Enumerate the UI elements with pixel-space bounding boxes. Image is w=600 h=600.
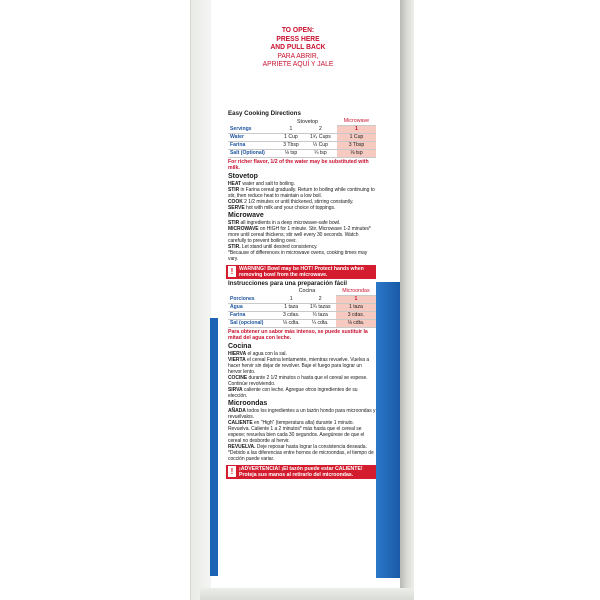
stovetop-heading: Stovetop (228, 172, 258, 180)
col-microwave: Microwave (337, 118, 376, 126)
spanish-title: Instrucciones para una preparación fácil (228, 279, 347, 287)
box-bottom-edge (200, 588, 414, 600)
spanish-cooking-table (228, 288, 376, 328)
english-title: Easy Cooking Directions (228, 110, 301, 117)
step: SIRVA caliente con leche. Agregue otros ingredientes de su elección. (228, 386, 358, 399)
table-row: Sal (opcional) ⅛ cdta. ¼ cdta. ⅛ cdta. (228, 320, 376, 328)
blue-stripe-right (376, 282, 400, 578)
english-cooking-table (228, 118, 376, 158)
col-stovetop: Stovetop (297, 118, 318, 125)
col-microondas: Microondas (336, 288, 376, 296)
step: CALIENTE en "High" (temperatura alta) durante 1 minuto. Revuelva. Caliente 1 a 2 minutos* más hasta que el cereal se espese; revuelva bien cada 30 segundos. Asegúrese de que el cereal no desborde al hervir. (228, 419, 365, 444)
step: HIERVA el agua con la sal. (228, 350, 287, 357)
english-warning: ! WARNING! Bowl may be HOT! Protect hands when removing bowl from the microwave. (226, 265, 376, 279)
table-row: Porciones 1 2 1 (228, 296, 376, 304)
exclamation-icon: ! (228, 466, 236, 477)
footnote: *Because of differences in microwave ovens, cooking times may vary. (228, 249, 368, 262)
exclamation-icon: ! (228, 266, 236, 277)
table-row: Agua 1 taza 1¾ tazas 1 taza (228, 304, 376, 312)
step: COCINE durante 2 1/2 minutos o hasta que el cereal se espese. Continúe revolviendo. (228, 374, 368, 387)
table-row: Water 1 Cup 1³⁄₄ Cups 1 Cup (228, 134, 376, 142)
footnote: *Debido a las diferencias entre hornos de microondas, el tiempo de cocción puede variar. (228, 449, 374, 462)
english-milk-note: For richer flavor, 1/2 of the water may be substituted with milk. (228, 159, 369, 172)
step: SERVE hot with milk and your choice of toppings. (228, 204, 336, 211)
table-row: Salt (Optional) ⅛ tsp ¼ tsp ⅛ tsp (228, 150, 376, 158)
spanish-milk-note: Para obtener un sabor más intenso, se puede sustituir la mitad del agua con leche. (228, 329, 368, 341)
box-right-side (400, 0, 414, 600)
spanish-warning: ! ¡ADVERTENCIA! ¡El tazón puede estar CALIENTE! Proteja sus manos al retirarlo del microondas. (226, 465, 376, 479)
step: MICROWAVE on HIGH for 1 minute. Stir. Microwave 1-2 minutes* more until cereal thickens; stir well every 30 seconds. Watch carefully to prevent boiling over. (228, 225, 371, 244)
table-row: Farina 3 Tbsp ⅓ Cup 3 Tbsp (228, 142, 376, 150)
table-row: Servings 1 2 1 (228, 126, 376, 134)
step: STIR all ingredients in a deep microwave-safe bowl. (228, 219, 341, 226)
table-row: Farina 3 cdas. ⅓ taza 3 cdas. (228, 312, 376, 320)
open-tab-instructions[interactable]: TO OPEN: PRESS HERE AND PULL BACK PARA ABRIR, APRIETE AQUÍ Y JALE (262, 25, 334, 69)
step: AÑADA todos los ingredientes a un tazón hondo para microondas y revuélvalos. (228, 407, 376, 420)
box-left-side (190, 0, 211, 600)
step: STIR in Farina cereal gradually. Return to boiling while continuing to stir, then reduce heat to maintain a low boil. (228, 186, 375, 199)
step: REVUELVA. Deje reposar hasta lograr la consistencia deseada. (228, 443, 367, 450)
step: VIERTA el cereal Farina lentamente, mientras revuelve. Vuelva a hacer hervir sin dejar de revolver. Baje el fuego para lograr un hervor lento. (228, 356, 370, 375)
step: HEAT water and salt to boiling. (228, 180, 296, 187)
cooking-directions (228, 111, 376, 481)
cocina-heading: Cocina (228, 342, 252, 350)
microondas-heading: Microondas (228, 399, 268, 407)
col-cocina: Cocina (298, 288, 316, 295)
step: COOK 2 1/2 minutes or until thickened, stirring constantly. (228, 198, 354, 205)
step: STIR. Let stand until desired consistency. (228, 243, 318, 250)
microwave-heading: Microwave (228, 211, 264, 219)
